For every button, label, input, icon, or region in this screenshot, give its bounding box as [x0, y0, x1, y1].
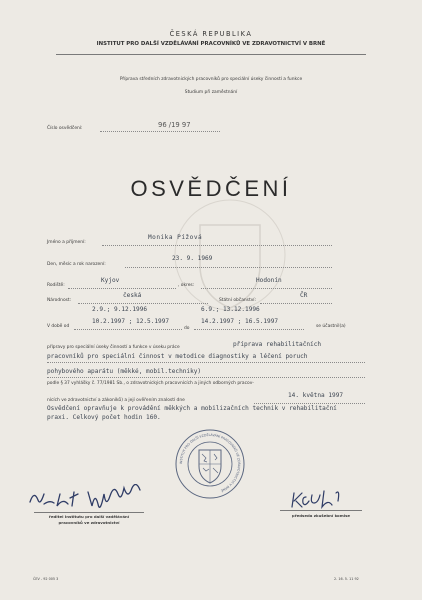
cert-number-value: 96 /19 97 [158, 121, 191, 129]
body-line2-typed: pracovníků pro speciální činnost v metodice diagnostiky a léčení poruch [47, 353, 308, 360]
cert-number-dots [100, 131, 220, 132]
official-seal-icon [174, 428, 246, 500]
citizenship-value: ČR [300, 292, 308, 299]
period-label: V době od [47, 324, 70, 329]
header-rule [56, 54, 366, 55]
certificate-title: OSVĚDČENÍ [130, 176, 292, 201]
cert-number-label: Číslo osvědčení: [47, 126, 83, 131]
left-signature-rule [34, 512, 144, 513]
right-signature-rule [280, 510, 362, 511]
period-to-line2: 14.2.1997 ; 16.5.1997 [201, 318, 279, 325]
typed-para-line2: praxi. Celkový počet hodin 160. [47, 414, 161, 421]
chair-signature-icon [288, 487, 358, 511]
citizenship-dots [260, 303, 332, 304]
birthplace-dots [68, 288, 176, 289]
body-line5-printed: nících ve zdravotnictví a zákoníků) a její ověřením znalostí dne [47, 398, 185, 403]
body-line2-dots [47, 362, 365, 363]
birthplace-label: Rodiště: [47, 283, 65, 288]
district-dots [201, 288, 332, 289]
dob-dots [125, 267, 332, 268]
birthplace-value: Kyjov [101, 277, 120, 284]
body-line3-dots [47, 377, 365, 378]
name-value: Monika Pížová [148, 234, 203, 241]
left-caption-2: pracovníků ve zdravotnictví [58, 520, 120, 525]
country-heading: ČESKÁ REPUBLIKA [169, 30, 253, 38]
nationality-dots [78, 303, 208, 304]
typed-para-line1: Osvědčení opravňuje k provádění měkkých a mobilizačních technik v rehabilitační [47, 405, 337, 412]
body-line1-typed: příprava rehabilitačních [233, 341, 322, 348]
name-dots [102, 245, 332, 246]
exam-date: 14. května 1997 [288, 392, 344, 399]
participated-text: se účastnil(a) [316, 324, 346, 329]
exam-date-dots [254, 403, 365, 404]
name-label: Jméno a příjmení: [47, 240, 86, 245]
period-from-dots [74, 329, 182, 330]
citizenship-label: Státní občanství: [219, 298, 256, 303]
body-line3-typed: pohybového aparátu (měkké, mobil.techniky) [47, 368, 202, 375]
footer-right: 2. 16. 5. 11 92 [334, 577, 359, 581]
period-from-line2: 10.2.1997 ; 12.5.1997 [92, 318, 170, 325]
period-to-line1: 6.9.; 13.12.1996 [201, 306, 260, 313]
period-to-dots [194, 329, 304, 330]
footer-left: ČEV - 92 005 3 [33, 577, 59, 581]
study-mode: Studium při zaměstnání [184, 90, 238, 95]
left-caption-1: ředitel Institutu pro další vzdělávání [48, 514, 130, 519]
preparation-line: Příprava středních zdravotnických pracovníků pro speciální úseky činností a funkce [119, 77, 303, 82]
institute-heading: INSTITUT PRO DALŠÍ VZDĚLÁVÁNÍ PRACOVNÍKŮ VE ZDRAVOTNICTVÍ V BRNĚ [96, 41, 326, 47]
body-line4-printed: podle § 37 vyhlášky č. 77/1981 Sb., o zdravotnických pracovnících a jiných odborných pracov- [47, 381, 254, 386]
district-value: Hodonín [256, 277, 282, 284]
period-to-prefix: do [184, 326, 190, 331]
dob-value: 23. 9. 1969 [172, 255, 213, 262]
nationality-value: česká [123, 292, 142, 299]
right-caption: předseda zkušební komise [291, 513, 351, 518]
district-label: , okres: [178, 283, 195, 288]
period-from-line1: 2.9.; 9.12.1996 [92, 306, 148, 313]
director-signature-icon [26, 484, 156, 512]
seal-ring-text: INSTITUT PRO DALŠÍ VZDĚLÁVÁNÍ PRACOVNÍKŮ VE ZDRAVOTNICTVÍ V BRNĚ [178, 432, 242, 493]
body-line1-printed: přípravy pro speciální úseky činností a funkce v úseku práce [47, 345, 180, 350]
nationality-label: Národnost: [47, 298, 72, 303]
dob-label: Den, měsíc a rok narození: [47, 262, 106, 267]
